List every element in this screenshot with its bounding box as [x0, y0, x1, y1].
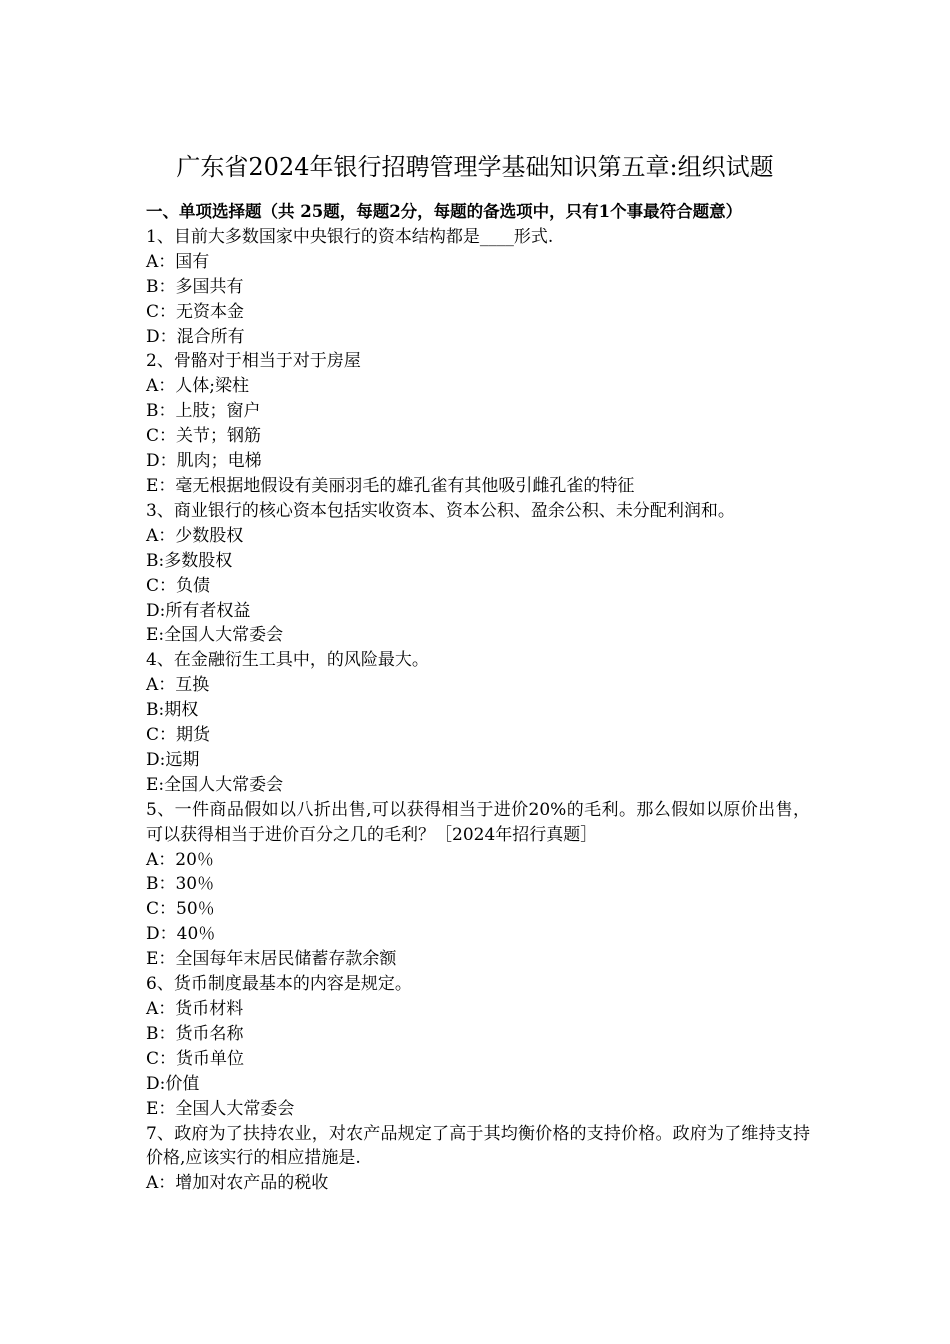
question-7: 7、政府为了扶持农业，对农产品规定了高于其均衡价格的支持价格。政府为了维持支持价格,应该实行的相应措施是. [146, 1123, 810, 1169]
option-3b: B:多数股权 [146, 550, 233, 571]
option-6d: D:价值 [146, 1073, 200, 1094]
question-1: 1、目前大多数国家中央银行的资本结构都是____形式. [146, 226, 554, 247]
option-2e: E：毫无根据地假设有美丽羽毛的雄孔雀有其他吸引雌孔雀的特征 [146, 475, 635, 496]
option-2b: B：上肢；窗户 [146, 401, 261, 422]
option-6e: E：全国人大常委会 [146, 1098, 295, 1119]
document-title: 广东省2024年银行招聘管理学基础知识第五章:组织试题 [176, 153, 774, 181]
option-4a: A：互换 [146, 675, 210, 696]
option-7a: A：增加对农产品的税收 [146, 1173, 329, 1194]
option-2c: C：关节；钢筋 [146, 426, 262, 447]
question-4: 4、在金融衍生工具中，的风险最大。 [146, 650, 429, 671]
option-5e: E：全国每年末居民储蓄存款余额 [146, 949, 397, 970]
option-1a: A：国有 [146, 251, 210, 272]
document-body [146, 200, 810, 1196]
option-3a: A：少数股权 [146, 525, 244, 546]
option-1d: D：混合所有 [146, 326, 245, 347]
option-5a: A：20％ [146, 849, 214, 870]
question-3: 3、商业银行的核心资本包括实收资本、资本公积、盈余公积、未分配利润和。 [146, 500, 735, 521]
option-4d: D:远期 [146, 749, 200, 770]
option-3e: E:全国人大常委会 [146, 625, 284, 646]
option-2d: D：肌肉；电梯 [146, 451, 262, 472]
option-4e: E:全国人大常委会 [146, 774, 284, 795]
option-6b: B：货币名称 [146, 1023, 244, 1044]
option-4b: B:期权 [146, 700, 199, 721]
option-3d: D:所有者权益 [146, 600, 251, 621]
question-5: 5、一件商品假如以八折出售,可以获得相当于进价20%的毛利。那么假如以原价出售，可以获得相当于进价百分之几的毛利？［2024年招行真题］ [146, 799, 810, 845]
option-4c: C：期货 [146, 725, 211, 746]
option-6c: C：货币单位 [146, 1048, 245, 1069]
option-1c: C：无资本金 [146, 301, 245, 322]
section-heading: 一、单项选择题（共 25题，每题2分，每题的备选项中，只有1个事最符合题意） [146, 202, 743, 221]
option-1b: B：多国共有 [146, 276, 244, 297]
option-6a: A：货币材料 [146, 999, 244, 1019]
option-3c: C：负债 [146, 575, 211, 596]
option-5b: B：30％ [146, 874, 215, 895]
question-6: 6、货币制度最基本的内容是规定。 [146, 974, 412, 995]
option-5d: D：40％ [146, 924, 216, 945]
option-5c: C：50％ [146, 899, 215, 920]
option-2a: A：人体;梁柱 [146, 376, 250, 397]
question-2: 2、骨骼对于相当于对于房屋 [146, 351, 361, 372]
